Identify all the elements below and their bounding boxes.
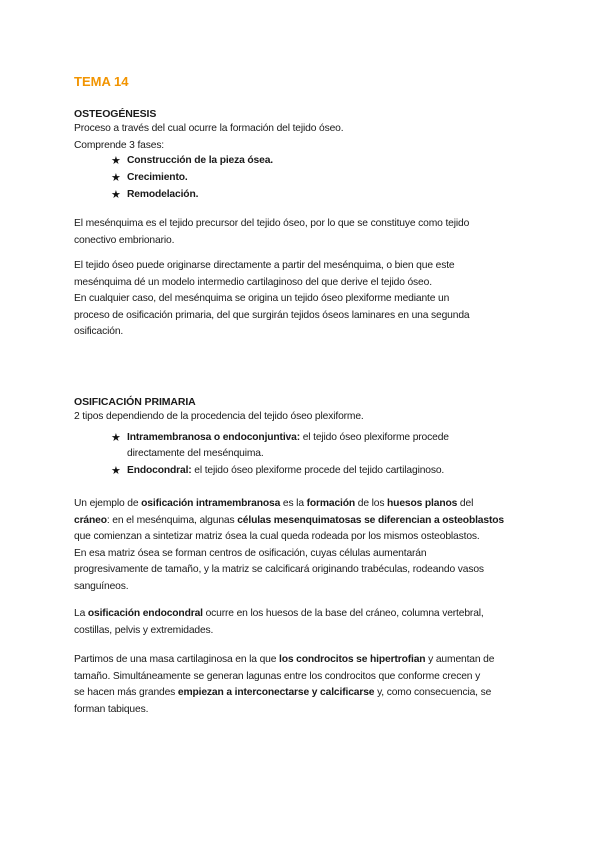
paragraph: Un ejemplo de osificación intramembranosa es la formación de los huesos planos del cráneo: en el mesénquima, algunas células mesenquimatosas se diferencian a osteoblastos que comienzan a sintetizar matriz ósea la cual queda rodeada por los mismos osteoblastos. En esa matriz ósea se forman centros de osificación, cuyas células aumentarán progresivamente de tamaño, y la matriz se calcificará originando trabéculas, rodeando vasos sanguíneos. — [74, 498, 504, 592]
intro-line: Comprende 3 fases: — [74, 139, 165, 151]
intro-line: Proceso a través del cual ocurre la formación del tejido óseo. — [74, 123, 344, 134]
chapter-title: TEMA 14 — [74, 74, 129, 89]
intro-paragraph — [74, 121, 530, 154]
intro-paragraph: 2 tipos dependiendo de la procedencia del tejido óseo plexiforme. — [74, 411, 364, 422]
paragraph: La osificación endocondral ocurre en los huesos de la base del cráneo, columna vertebral, costillas, pelvis y extremidades. — [74, 608, 484, 636]
star-bullet-icon: ★ — [111, 432, 121, 444]
type-item: Intramembranosa o endoconjuntiva: el tejido óseo plexiforme procede — [127, 432, 449, 443]
star-bullet-icon: ★ — [111, 172, 121, 184]
phase-item: Construcción de la pieza ósea. — [127, 155, 273, 166]
paragraph: El mesénquima es el tejido precursor del tejido óseo, por lo que se constituye como tejido conectivo embrionario. — [74, 218, 470, 246]
phase-item: Remodelación. — [127, 189, 199, 200]
star-bullet-icon: ★ — [111, 465, 121, 477]
type-item: Endocondral: el tejido óseo plexiforme procede del tejido cartilaginoso. — [127, 465, 445, 476]
phase-item: Crecimiento. — [127, 172, 188, 183]
section-heading-osteogenesis: OSTEOGÉNESIS — [74, 108, 157, 120]
star-bullet-icon: ★ — [111, 155, 121, 167]
section-heading-osificacion-primaria: OSIFICACIÓN PRIMARIA — [74, 396, 196, 408]
star-bullet-icon: ★ — [111, 189, 121, 201]
paragraph: El tejido óseo puede originarse directamente a partir del mesénquima, o bien que este mesénquima dé un modelo intermedio cartilaginoso del que derive el tejido óseo. En cualquier caso, del mesénquima se origina un tejido óseo plexiforme mediante un proceso de osificación primaria, del que surgirán tejidos óseos laminares en una segunda osificación. — [74, 260, 470, 337]
type-item-continuation: directamente del mesénquima. — [127, 448, 264, 459]
paragraph: Partimos de una masa cartilaginosa en la que los condrocitos se hipertrofian y aumentan de tamaño. Simultáneamente se generan lagunas entre los condrocitos que conforme crecen y se hacen más grandes empiezan a interconectarse y calcificarse y, como consecuencia, se forman tabiques. — [74, 654, 495, 715]
